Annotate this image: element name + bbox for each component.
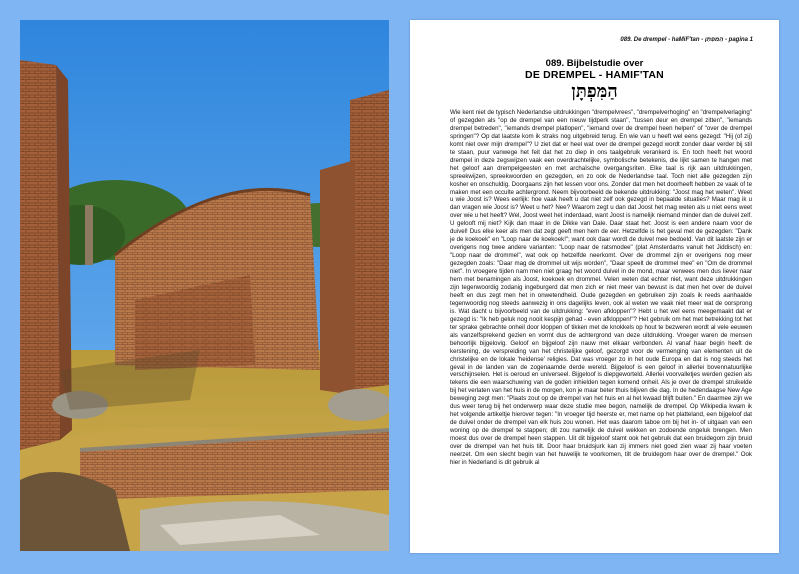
ruins-photo [20, 20, 389, 551]
document-title-hebrew: הַמִּפְתָּן [571, 81, 618, 102]
document-body [450, 109, 752, 547]
document-title-line2: DE DREMPEL - HAMIF'TAN [525, 69, 664, 81]
document-page [410, 20, 779, 553]
document-title-line1: 089. Bijbelstudie over [545, 58, 644, 69]
running-header: 089. De drempel - haMiF'tan - הַמִּפְתָּן - pagina 1 [620, 37, 753, 43]
title-block [410, 58, 779, 103]
ruins-illustration [20, 20, 389, 551]
body-paragraph: Wie kent niet de typisch Nederlandse uitdrukkingen "drempelvrees", "drempelverhoging" en "drempelverlaging" of gezegden als "op de drempel van een nieuw tijdperk staan", "tussen deur en drempel zitten", "iemands drempel betreden", "iemands drempel platlopen", "iemand over de drempel heen helpen" of "over de drempel springen"? Op dat laatste kom ik straks nog uitgebreid terug. En wie van u heeft wel eens gezegd: "Hij (of zij) komt niet over mijn drempel"? U ziet dat er heel wat over de drempel gezegd wordt zonder daar verder bij stil te staan, puur vanwege het feit dat het zo diep in ons taalgebruik verankerd is. En toch heeft het woord drempel in deze zegswijzen vaak een overdrachtelijke, symbolische betekenis, die lijkt samen te hangen met het geloof aan drempelgeesten en met archaïsche overgangsriten. Elke taal is rijk aan uitdrukkingen, spreekwijzen, spreekwoorden en gezegden, en zo ook de Nederlandse taal. Toch niet alle gezegden zijn kosher en onschuldig. Doorgaans zijn het lessen voor ons. Zonder dat men het doorheeft hebben ze vaak of te maken met een occulte achtergrond. Neem bijvoorbeeld de bekende uitdrukking: "Joost mag het weten". Weet u wie Joost is? Wees eerlijk: hoe vaak heeft u dat niet zelf ook gezegd in bepaalde situaties? Maar mag ik u dan vragen wie Joost is? Weet u het? Nee? Waarom zegt u dan dat Joost het mag weten als u niet eens weet over wie u het heeft? Wel, Joost weet het inderdaad, want Joost is namelijk niemand minder dan de duivel zelf. U gelooft mij niet? Kijk dan maar in de Dikke van Dale. Daar staat het: Joost is een andere naam voor de duivel! Dus elke keer als men dat zegt geeft men hem de eer. Hetzelfde is het geval met de gezegden: "Dank je de koekoek" en "Loop naar de koekoek!"; want ook daar wordt de duivel mee bedoeld. Van dit laatste zijn er overigens nog twee andere varianten: "Loop naar de ratsmodee" (plat Amsterdams vanuit het Jiddisch) en: "Loop naar de drommel", wat ook op hetzelfde neerkomt. Over de drommel zijn er overigens nog meer gezegden zoals: "Daar mag de drommel uit wijs worden", "Daar speelt de drommel mee" en "Om de drommel niet". In vroegere tijden nam men niet graag het woord duivel in de mond, maar verwees men dus liever naar hem met benamingen als Joost, koekoek en drommel. Velen weten dat echter niet, want deze uitdrukkingen zijn tegenwoordig zodanig ingeburgerd dat men zich er niet meer van bewust is dat men het over de duivel heeft en dus zegt men het in onwetendheid. Oude gezegden en gebruiken zijn zoals ik reeds aanhaalde tegenwoordig nog steeds aanwezig in ons dagelijks leven, ook al weten we vaak niet meer wat de oorsprong is. Wat dacht u bijvoorbeeld van de uitdrukking: "even afkloppen"? Hebt u het wel eens meegemaakt dat er gezegd is: "Ik heb geluk nog nooit kespijn gehad - even afkloppen!"? Het gebruik om het met betrekking tot het ter sprake gebrachte onheil door kloppen of tikken met de knokkels op hout te bezweren wordt al vele eeuwen als vanzelfsprekend gezien en vormt dus de achtergrond van deze uitdrukking. Vroeger waren de mensen behoorlijk bijgelovig. Geloof en bijgeloof zijn nauw met elkaar verbonden. Al vanaf haar begin heeft de kerstening, de verspreiding van het christelijke geloof, gezorgd voor de vermenging van elementen uit de christelijke en de lokale 'heidense' religies. Dat was vroeger zo in het oude Europa en dat is nog steeds het geval in de landen van de zogenaamde derde wereld. Bijgeloof is een geloof in allerlei bovennatuurlijke verschijnselen. Het is oeroud en universeel. Bijgeloof is diepgeworteld. Allerlei voorvalletjes werden gezien als tekens die een waarschuwing van de goden inhielden tegen komend onheil. Als je over de drempel struikelde bij het verlaten van het huis in de morgen, kon je maar beter thuis blijven die dag. In de hedendaagse New Age beweging zegt men: "Plaats zout op de drempel van het huis en al het kwaad blijft buiten." En daarmee zijn we dus weer terug bij het onderwerp waar deze studie mee begon, namelijk de drempel. Op Wikipedia kwam ik het volgende artikeltje hierover tegen: "In vroeger tijd heerste er, met name op het platteland, een bijgeloof dat de duivel onder de drempel van elk huis zou wonen. Het was daarom taboe om bij het in- of uitgaan van een woning op de drempel te stappen; dit zou namelijk de duivel wekken en zodoende ongeluk brengen. Men moest dus over de drempel heen stappen. Uit dit bijgeloof stamt ook het gebruik dat een bruidegom zijn bruid over de drempel van het huis tilt. Door haar bruidsjurk kan zij immers niet goed zien waar zij haar voeten neerzet. Om een slecht begin van het huwelijk te voorkomen, tilt de bruidegom haar over de drempel." Ook hier in Nederland is dit gebruik al [450, 109, 752, 466]
